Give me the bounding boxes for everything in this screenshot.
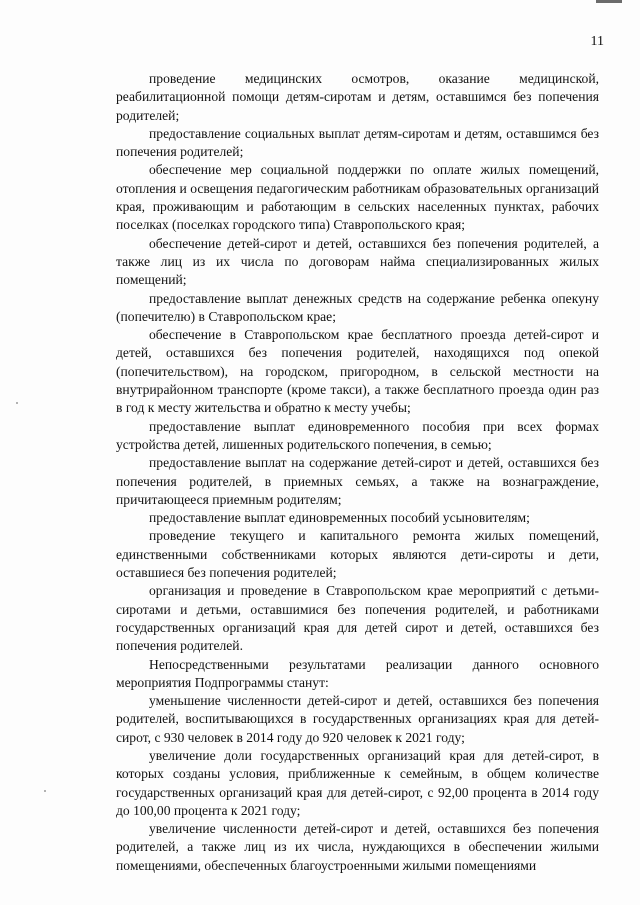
paragraph: обеспечение в Ставропольском крае бесплатного проезда детей-сирот и детей, оставшихся без попечения родителей, находящихся под опекой (попечительством), на городском, пригородном, в сельской местности на внутрирайонном транспорте (кроме такси), а также бесплатного проезда один раз в год к месту жительства и обратно к месту учебы; xyxy=(116,327,599,416)
paragraph: предоставление выплат денежных средств на содержание ребенка опекуну (попечителю) в Ставропольском крае; xyxy=(116,290,599,324)
paragraph: проведение медицинских осмотров, оказание медицинской, реабилитационной помощи детям-сиротам и детям, оставшимся без попечения родителей; xyxy=(116,71,599,123)
scan-speck xyxy=(16,402,18,404)
paragraph: увеличение доли государственных организаций края для детей-сирот, в которых созданы условия, приближенные к семейным, в общем количестве государственных организаций края для детей-сирот, с 92,00 процента в 2014 году до 100,00 процента к 2021 году; xyxy=(116,747,599,818)
paragraph: организация и проведение в Ставропольском крае мероприятий с детьми-сиротами и детьми, оставшимися без попечения родителей, и работниками государственных организаций края для детей сирот и детей, оставшихся без попечения родителей. xyxy=(116,583,599,654)
scan-edge-mark xyxy=(596,0,622,3)
paragraph: предоставление социальных выплат детям-сиротам и детям, оставшимся без попечения родителей; xyxy=(116,125,599,160)
document-body xyxy=(116,70,599,875)
paragraph: обеспечение мер социальной поддержки по оплате жилых помещений, отопления и освещения педагогическим работникам образовательных организаций края, проживающим и работающим в сельских населенных пунктах, рабочих поселках (поселках городского типа) Ставропольского края; xyxy=(116,162,599,233)
paragraph: Непосредственными результатами реализации данного основного мероприятия Подпрограммы станут: xyxy=(116,656,599,690)
paragraph: предоставление выплат единовременных пособий усыновителям; xyxy=(149,510,530,526)
paragraph: предоставление выплат на содержание детей-сирот и детей, оставшихся без попечения родителей, в приемных семьях, а также на вознаграждение, причитающееся приемным родителям; xyxy=(116,455,599,507)
paragraph: увеличение численности детей-сирот и детей, оставшихся без попечения родителей, а также лиц из их числа, нуждающихся в обеспечении жилыми помещениями, обеспеченных благоустроенными жилыми помещениями xyxy=(116,821,599,873)
paragraph: предоставление выплат единовременного пособия при всех формах устройства детей, лишенных родительского попечения, в семью; xyxy=(116,418,599,452)
page-number: 11 xyxy=(590,34,604,49)
paragraph: уменьшение численности детей-сирот и детей, оставшихся без попечения родителей, воспитывающихся в государственных организациях края для детей-сирот, с 930 человек в 2014 году до 920 человек к 2021 году; xyxy=(116,693,599,745)
paragraph: проведение текущего и капитального ремонта жилых помещений, единственными собственниками которых являются дети-сироты и дети, оставшиеся без попечения родителей; xyxy=(116,528,599,581)
paragraph: обеспечение детей-сирот и детей, оставшихся без попечения родителей, а также лиц из их числа по договорам найма специализированных жилых помещений; xyxy=(116,235,599,288)
scan-speck xyxy=(44,790,46,792)
